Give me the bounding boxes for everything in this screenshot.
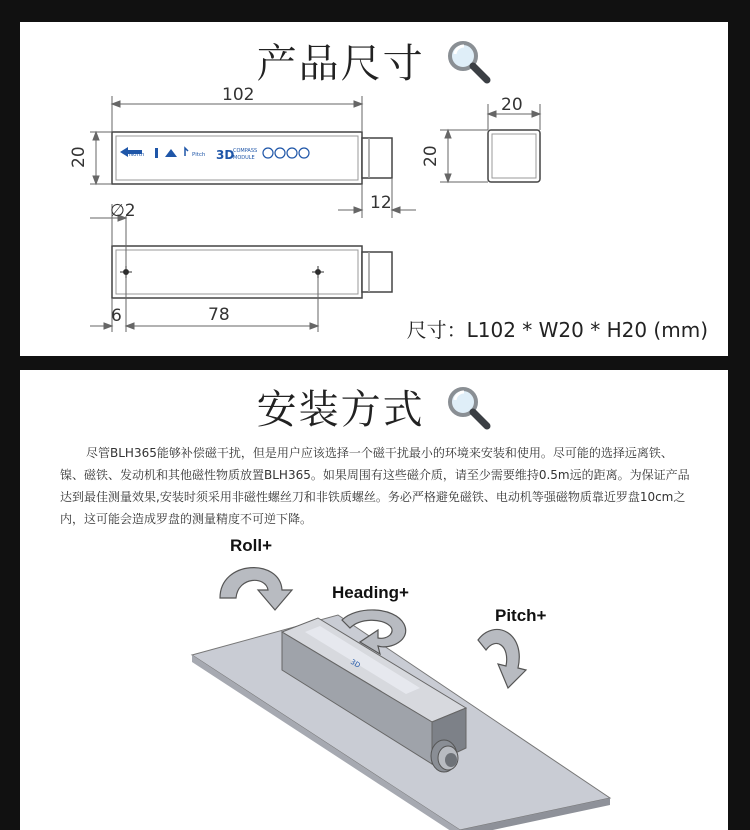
- install-paragraph: 尽管BLH365能够补偿磁干扰，但是用户应该选择一个磁干扰最小的环境来安装和使用。尽可能的选择远离铁、镍、磁铁、发动机和其他磁性物质放置BLH365。如果周围有这些磁介质，请至少需要维持0.5m远的距离。为保证产品达到最佳测量效果,安装时须采用非磁性螺丝刀和非铁质螺丝。务必严格避免磁铁、电动机等强磁物质靠近罗盘10cm之内，这可能会造成罗盘的测量精度不可逆下降。: [60, 446, 690, 526]
- diameter-label: ∅2: [110, 201, 136, 221]
- compass-label: COMPASS: [233, 148, 258, 154]
- end-width-label: 20: [501, 95, 523, 115]
- side-height-label: 20: [69, 146, 89, 168]
- pitch-label: Pitch: [192, 152, 206, 158]
- hole-spacing-label: 78: [208, 305, 230, 325]
- north-label: North: [129, 152, 145, 158]
- roll-label: Roll+: [230, 536, 273, 555]
- dimension-drawing: [20, 22, 728, 356]
- connector-length-label: 12: [370, 193, 392, 213]
- install-title-text: 安装方式: [256, 387, 425, 433]
- bottom-view: [112, 246, 392, 298]
- pitch-axis-label: Pitch+: [495, 606, 547, 625]
- pitch-arrow-icon: [478, 629, 526, 688]
- dimensions-panel: [20, 22, 728, 356]
- size-caption: 尺寸：L102 * W20 * H20 (mm): [406, 318, 708, 342]
- end-view: [488, 130, 540, 182]
- hole-offset-label: 6: [111, 306, 122, 326]
- install-panel: [20, 370, 728, 830]
- roll-arrow-icon: [220, 568, 292, 610]
- logo-3d: 3D: [216, 148, 235, 162]
- end-height-label: 20: [421, 145, 441, 167]
- installation-illustration: [20, 370, 728, 830]
- dimensions-title-text: 产品尺寸: [256, 41, 425, 87]
- module-text: MODULE: [233, 155, 255, 161]
- heading-label: Heading+: [332, 583, 409, 602]
- module-label-3d: 3D: [348, 657, 362, 670]
- length-label: 102: [222, 85, 255, 105]
